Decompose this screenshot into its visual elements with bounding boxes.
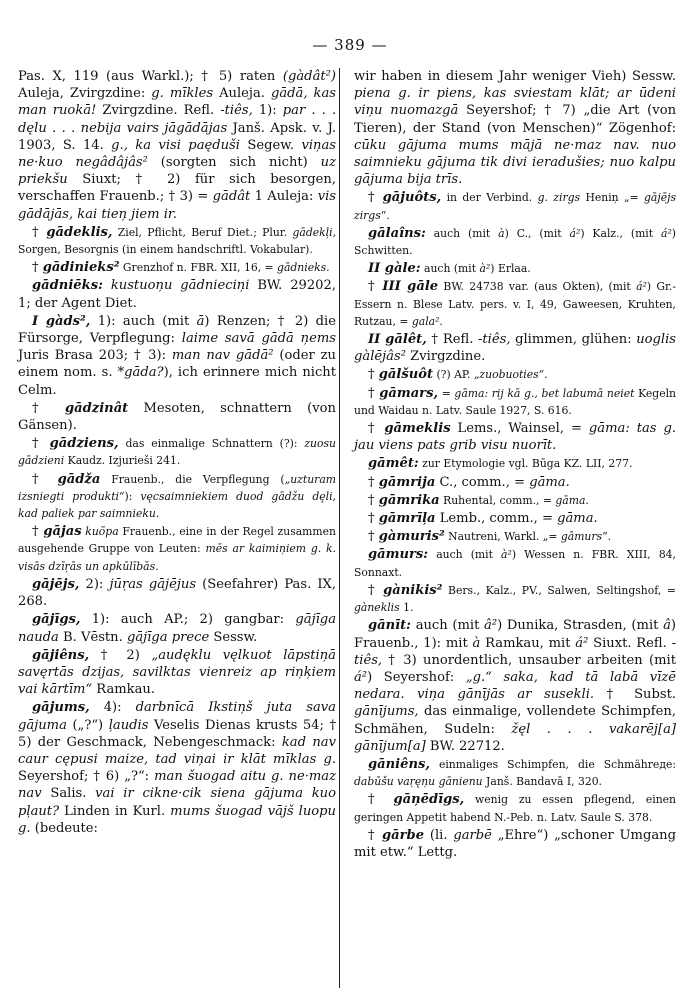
- entry-text: Zvirgzdine. Refl.: [96, 103, 221, 119]
- entry-text: †: [32, 260, 43, 276]
- italic-text: darbnīcā Ikstiņš juta sava gājuma: [18, 700, 336, 733]
- italic-text: uz priekšu: [18, 155, 336, 188]
- italic-text: gādā, kas man ruokā!: [18, 86, 336, 119]
- italic-text: ā: [196, 313, 205, 329]
- italic-text: jūŗas gājējus: [109, 576, 197, 592]
- entry-text: †: [368, 492, 379, 508]
- italic-text: vai ir cikne·cik siena gājuma kuo pļaut?: [18, 786, 336, 819]
- small-italic-text: gājējs zirgs: [354, 191, 676, 222]
- headword: gāmrīļa: [378, 511, 436, 527]
- entry-text: „Ehre“) „schoner Umgang mit etw.“ Lettg.: [354, 827, 676, 860]
- entry-text: 4):: [89, 700, 136, 716]
- headword: III gāle: [382, 279, 439, 295]
- entry-text: Juris Brasa 203; † 3):: [18, 348, 172, 364]
- dictionary-entry: [354, 225, 676, 259]
- small-italic-text: „zuobuoties“: [473, 368, 545, 382]
- italic-text: man nav gādā²: [171, 348, 274, 364]
- italic-text: gājīga prece: [126, 629, 210, 645]
- entry-text: Zvirgzdine.: [405, 349, 486, 365]
- entry-text: Janš. Apsk. v. J. 1903, S. 14.: [18, 120, 336, 153]
- small-text: auch (mit: [428, 548, 502, 562]
- entry-text: ) Dunika, Strasden, (mit: [497, 618, 664, 634]
- italic-text: gānījums,: [354, 704, 419, 720]
- left-column: [18, 68, 336, 838]
- dictionary-entry: [354, 791, 676, 825]
- entry-text: ) Renzen; † 2) die Fürsorge, Verpflegung:: [18, 313, 336, 347]
- italic-text: man šuogad aitu g. ne·maz nav: [18, 769, 336, 802]
- italic-text: kad nav caur cępusi maize, tad viņai ir klāt mīklas g.: [18, 734, 336, 767]
- headword: gādziens,: [49, 436, 119, 452]
- headword: gālaîns:: [368, 225, 426, 241]
- headword: gādeklis,: [46, 224, 113, 240]
- entry-text: Seyershof; † 6) „?“:: [18, 769, 155, 785]
- headword: gālšuôt: [378, 367, 434, 383]
- entry-text: ) Frauenb., 1): mit: [354, 618, 676, 651]
- italic-text: gāma.: [557, 511, 598, 527]
- dictionary-entry: [18, 277, 336, 311]
- headword: gànikis²: [383, 582, 443, 598]
- dictionary-entry: [354, 546, 676, 580]
- small-italic-text: g. zirgs: [537, 191, 581, 205]
- small-text: Kegeln und Waidau n. Latv. Saule 1927, S. 616.: [354, 386, 676, 417]
- small-italic-text: mēs ar kaimiņiem g. k. visās dzīŗās un apkūlībās.: [18, 542, 336, 573]
- small-italic-text: gala²: [411, 314, 440, 328]
- entry-text: †: [368, 367, 379, 383]
- headword: gājas: [43, 524, 82, 540]
- dictionary-entry: [354, 278, 676, 330]
- italic-text: garbē: [453, 827, 492, 843]
- entry-text: † 3) unordentlich, unsauber arbeiten (mit: [382, 652, 676, 668]
- entry-text: †: [368, 190, 383, 206]
- entry-text: †: [368, 385, 380, 401]
- dictionary-entry: [354, 385, 676, 419]
- small-text: “.: [602, 530, 612, 544]
- headword: I gàds²,: [32, 313, 91, 329]
- column-divider: [339, 68, 340, 988]
- headword: gādža: [57, 471, 101, 487]
- entry-text: das einmalige, vollendete Schimpfen, Schmähen, Sudeln:: [354, 704, 676, 737]
- headword: gāniêns,: [368, 756, 430, 772]
- entry-text: B. Vēstn.: [58, 629, 127, 645]
- entry-text: ) Seyershof:: [367, 669, 466, 685]
- dictionary-entry: [18, 471, 336, 523]
- dictionary-entry: [18, 224, 336, 258]
- dictionary-entry: [354, 492, 676, 509]
- entry-text: Lemb., comm., =: [435, 511, 558, 527]
- dictionary-entry: [354, 510, 676, 527]
- small-italic-text: gāma.: [555, 493, 589, 507]
- entry-text: † Subst.: [594, 687, 676, 703]
- entry-text: Siuxt; † 2) für sich besorgen, verschaffen Frauenb.; † 3) =: [18, 172, 336, 205]
- entry-text: † 2): [89, 647, 152, 663]
- entry-text: †: [32, 400, 65, 416]
- entry-text: (bedeute:: [30, 820, 98, 836]
- entry-text: Ramkau, mit: [480, 635, 576, 651]
- headword: gàmuris²: [378, 529, 445, 545]
- entry-text: Sessw.: [209, 629, 258, 645]
- headword: gāņēdīgs,: [393, 792, 465, 808]
- small-text: Frauenb., eine in der Regel zusammen ausgehende Gruppe von Leuten:: [18, 525, 336, 556]
- entry-text: 2):: [79, 576, 110, 592]
- entry-text: †: [368, 421, 385, 437]
- small-text: einmaliges Schimpfen, die Schmähreде:: [429, 757, 676, 771]
- entry-text: Mesoten, schnattern (von Gänsen).: [18, 400, 336, 434]
- small-italic-text: gāma: rij kā g., bet labumā neiet: [454, 386, 635, 400]
- small-text: ) Kalz., (mit: [580, 226, 662, 240]
- small-italic-text: à²: [501, 548, 512, 562]
- headword: gādinieks²: [42, 260, 120, 276]
- italic-text: g. mīkles: [151, 86, 214, 102]
- small-text: =: [438, 386, 455, 400]
- dictionary-entry: [354, 827, 676, 861]
- dictionary-entry: [18, 259, 336, 276]
- small-text: .: [439, 314, 443, 328]
- entry-text: †: [368, 511, 379, 527]
- small-text: Frauenb., die Verpflegung (: [100, 472, 285, 486]
- dictionary-entry: [18, 699, 336, 837]
- entry-text: 1): auch AP.; 2) gangbar:: [80, 612, 296, 628]
- small-text: Bers., Kalz., PV., Salwen, Seltingshof, =: [442, 583, 676, 597]
- dictionary-entry: [18, 68, 336, 223]
- small-text: Janš. Bandavā I, 320.: [482, 775, 602, 789]
- small-text: ) Wessen n. FBR. XIII, 84, Sonnaxt.: [354, 548, 676, 579]
- italic-text: piena g. ir piens, kas sviestam klāt; ar ūdeni viņu nuomazgā: [354, 86, 676, 119]
- small-text: auch (mit: [425, 226, 499, 240]
- small-text: Heniņ „=: [580, 191, 645, 205]
- entry-text: Veselis Dienas krusts 54; † 5) der Geschmack, Nebengeschmack:: [18, 717, 337, 750]
- headword: gājīgs,: [32, 612, 81, 628]
- italic-text: uoglis gàlējâs²: [354, 332, 676, 365]
- small-text: Nautreni, Warkl. „=: [444, 530, 561, 544]
- entry-text: 1 Auleja:: [250, 189, 318, 205]
- italic-text: *gāda?: [117, 365, 164, 381]
- headword: gārbe: [382, 827, 425, 843]
- italic-text: gādât: [212, 189, 251, 205]
- entry-text: Seyershof; † 7) „die Art (von Tieren), der Stand (von Menschen)“ Zögenhof:: [354, 103, 677, 136]
- small-text: ):: [124, 489, 141, 503]
- small-text: 1.: [399, 601, 414, 615]
- entry-text: (oder zu einem nom. s.: [18, 348, 336, 381]
- italic-text: -tiês,: [220, 103, 253, 119]
- italic-text: „g.“ saka, kad tā labā vīzē nedara. viņa gānījās ar susekli.: [354, 669, 676, 703]
- small-italic-text: vęcsaimniekiem duod gādžu dęli, kad paliek par saimnieku.: [18, 489, 336, 521]
- headword: gāmurs:: [368, 547, 429, 563]
- entry-text: auch (mit: [411, 618, 485, 634]
- italic-text: mums šuogad vājš luopu g.: [18, 803, 336, 836]
- small-text: Sorgen, Besorgnis (in einem handschriftl. Vokabular).: [18, 243, 313, 257]
- small-text: ) Erlaa.: [490, 262, 531, 276]
- small-text: “.: [380, 208, 390, 222]
- small-italic-text: gāmurs: [560, 530, 603, 544]
- italic-text: (gàdât²): [282, 69, 336, 84]
- entry-text: Pas. X, 119 (aus Warkl.); † 5) raten: [18, 69, 283, 84]
- headword: gādniēks:: [32, 278, 103, 294]
- italic-text: vis gādājās, kai tieņ jiem ir.: [18, 189, 336, 222]
- entry-text: BW. 22712.: [425, 738, 505, 754]
- small-text: Ziel, Pflicht, Beruf Diet.; Plur.: [112, 225, 293, 239]
- small-italic-text: kuõpa: [85, 525, 119, 539]
- entry-text: †: [368, 474, 379, 490]
- italic-text: -tiês,: [354, 635, 676, 668]
- small-text: Kaudz. Izjurieši 241.: [64, 454, 181, 468]
- right-column: [354, 68, 676, 862]
- dictionary-entry: [18, 523, 336, 575]
- entry-text: wir haben in diesem Jahr weniger Vieh) Sessw.: [354, 69, 676, 84]
- entry-text: (sorgten sich nicht): [147, 155, 321, 171]
- entry-text: † Refl.: [426, 332, 478, 348]
- italic-text: žęl . . . vakarēj[a] gānījum[a]: [354, 721, 676, 754]
- entry-text: 1):: [252, 103, 283, 119]
- small-text: BW. 24738 var. (aus Okten), (mit: [438, 280, 637, 294]
- small-text: in der Verbind.: [441, 191, 538, 205]
- italic-text: ļaudis: [108, 717, 149, 733]
- entry-text: †: [32, 471, 58, 487]
- entry-text: BW. 29202, 1; der Agent Diet.: [18, 278, 337, 311]
- dictionary-entry: [18, 313, 336, 399]
- dictionary-entry: [18, 647, 336, 699]
- small-text: Ruhental, comm., =: [439, 493, 556, 507]
- dictionary-entry: [354, 474, 676, 491]
- headword: gāmars,: [379, 385, 439, 401]
- small-italic-text: à²: [479, 262, 491, 276]
- italic-text: à: [472, 635, 481, 651]
- entry-text: Linden in Kurl.: [59, 803, 171, 819]
- small-italic-text: á²: [636, 280, 647, 294]
- entry-text: ), ich erinnere mich nicht Celm.: [18, 365, 337, 398]
- entry-text: Lems., Wainsel, =: [450, 421, 589, 437]
- dictionary-entry: [354, 366, 676, 383]
- italic-text: par . . . dęlu . . . nebija vairs jāgādājas: [18, 103, 336, 136]
- entry-text: Salis.: [41, 786, 96, 802]
- entry-text: Ramkau.: [92, 682, 156, 698]
- small-text: (?) AP.: [433, 368, 474, 382]
- entry-text: (Seefahrer) Pas. IX, 268.: [18, 576, 337, 610]
- small-text: wenig zu essen pflegend, einen geringen Appetit habend N.-Peb. n. Latv. Saule S. 378.: [354, 793, 676, 824]
- headword: gāmrika: [378, 492, 440, 508]
- italic-text: gāma: tas g. jau viens pats grib visu nuorīt.: [354, 421, 677, 454]
- headword: II gàle:: [368, 261, 421, 277]
- dictionary-entry: [354, 331, 676, 365]
- headword: gāmêt:: [368, 456, 419, 472]
- italic-text: á²: [354, 669, 368, 685]
- headword: gājums,: [32, 700, 90, 716]
- entry-text: Auleja, Zvirgzdine:: [18, 86, 152, 102]
- small-italic-text: gādekļi,: [292, 225, 336, 239]
- small-text: das einmalige Schnattern (?):: [118, 437, 305, 451]
- entry-text: („?“): [66, 717, 109, 733]
- small-text: auch (mit: [420, 262, 480, 276]
- dictionary-entry: [18, 576, 336, 610]
- entry-text: †: [368, 827, 383, 843]
- dictionary-entry: [354, 528, 676, 545]
- small-italic-text: „uzturam izsniegti produkti“: [18, 472, 336, 503]
- entry-text: [103, 278, 111, 293]
- italic-text: -tiês,: [477, 332, 511, 348]
- small-italic-text: zuosu gādzieni: [18, 437, 336, 468]
- italic-text: â: [663, 618, 671, 634]
- entry-text: †: [32, 524, 44, 540]
- dictionary-entry: [354, 260, 676, 277]
- small-text: Grenzhof n. FBR. XII, 16, =: [119, 261, 278, 275]
- entry-text: Auleja.: [213, 86, 271, 102]
- headword: gādzinât: [64, 400, 129, 416]
- small-italic-text: gādnieks.: [277, 261, 330, 275]
- entry-text: †: [32, 224, 47, 240]
- dictionary-entry: [18, 611, 336, 645]
- dictionary-entry: [354, 420, 676, 454]
- entry-text: C., comm., =: [435, 474, 530, 490]
- dictionary-entry: [354, 756, 676, 790]
- small-text: ) Schwitten.: [354, 226, 676, 258]
- italic-text: á²: [575, 635, 589, 651]
- italic-text: g., ka visi paęduši: [111, 137, 240, 153]
- dictionary-entry: [354, 617, 676, 755]
- italic-text: gāma.: [529, 474, 570, 490]
- dictionary-entry: [354, 582, 676, 616]
- headword: gājuôts,: [382, 190, 442, 206]
- entry-text: †: [368, 582, 384, 598]
- italic-text: laime savā gādā ņems: [181, 331, 336, 347]
- italic-text: â²: [484, 618, 498, 634]
- headword: II gālêt,: [368, 332, 427, 348]
- italic-text: „audęklu vęlkuot lāpstiņā savęrtās dzijas, savilktas vienreiz ap riņķiem vai kārtīm“: [18, 647, 336, 698]
- page-number: — 389 —: [312, 36, 388, 54]
- italic-text: cūku gājuma mums mājā ne·maz nav. nuo saimnieku gājuma tik divi ieradušies; nuo kalpu gājuma bija trīs.: [354, 137, 676, 188]
- small-italic-text: á²: [661, 226, 672, 240]
- small-italic-text: à: [498, 226, 505, 240]
- italic-text: viņas ne·kuo negâdâjâs²: [18, 137, 336, 171]
- entry-text: glimmen, glühen:: [510, 332, 637, 348]
- entry-text: †: [368, 279, 383, 295]
- entry-text: Siuxt. Refl.: [588, 635, 672, 651]
- entry-text: †: [32, 436, 50, 452]
- small-italic-text: gàneklis: [354, 601, 400, 615]
- italic-text: gājīga nauda: [18, 612, 336, 645]
- small-text: ) Gr.-Essern n. Blese Latv. pers. v. I, 49, Gaweesen, Kruhten, Rutzau, =: [354, 280, 676, 328]
- headword: gānīt:: [368, 618, 412, 634]
- small-italic-text: dabūšu vaŗęņu gānienu: [354, 775, 483, 789]
- small-text: ) C., (mit: [504, 226, 570, 240]
- headword: gājējs,: [32, 576, 80, 592]
- dictionary-entry: [354, 68, 676, 188]
- headword: gājiêns,: [32, 647, 90, 663]
- entry-text: Segew.: [239, 137, 302, 153]
- dictionary-entry: [354, 189, 676, 223]
- italic-text: kustuoņu gādnieciņi: [110, 278, 250, 294]
- headword: gāmeklis: [384, 421, 451, 437]
- dictionary-entry: [18, 400, 336, 434]
- entry-text: †: [368, 529, 379, 545]
- entry-text: 1): auch (mit: [90, 313, 197, 329]
- dictionary-entry: [18, 435, 336, 469]
- small-italic-text: á²: [569, 226, 581, 240]
- entry-text: †: [368, 792, 394, 808]
- entry-text: (li.: [424, 827, 454, 843]
- headword: gāmrija: [378, 474, 436, 490]
- dictionary-entry: [354, 455, 676, 472]
- small-text: .: [544, 368, 548, 382]
- small-text: zur Etymologie vgl. Būga KZ. LII, 277.: [418, 457, 633, 471]
